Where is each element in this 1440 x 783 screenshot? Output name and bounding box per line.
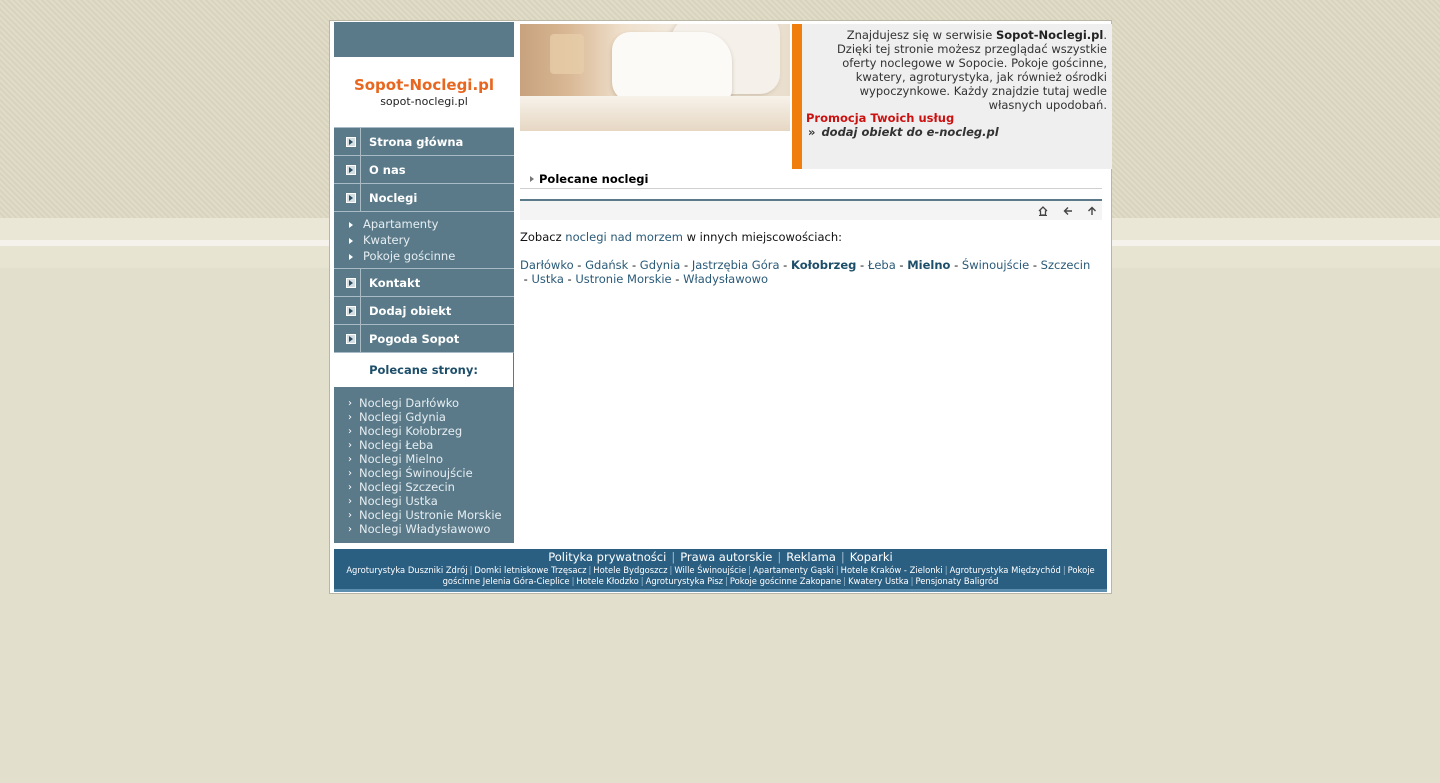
- recommended-link[interactable]: [334, 480, 514, 494]
- section-toolbar: [520, 201, 1102, 220]
- footer-partner-link[interactable]: Pensjonaty Baligród: [915, 576, 999, 586]
- intro-brand: Sopot-Noclegi.pl: [995, 28, 1104, 42]
- town-separator: -: [563, 272, 576, 286]
- town-link[interactable]: Ustronie Morskie: [575, 272, 672, 286]
- footer-partner-link[interactable]: Pokoje gościnne Zakopane: [729, 576, 842, 586]
- content-text: w innych miejscowościach:: [682, 230, 842, 244]
- recommended-link-label: Noclegi Kołobrzeg: [359, 424, 463, 438]
- nav-submenu-lodging: [334, 211, 514, 268]
- recommended-link-label: Noclegi Łeba: [359, 438, 434, 452]
- see-other-towns: [520, 230, 1102, 244]
- recommended-link-label: Noclegi Ustronie Morskie: [359, 508, 502, 522]
- footer-separator: |: [1062, 565, 1066, 575]
- footer-link[interactable]: Polityka prywatności: [548, 550, 667, 564]
- nav-item-label: O nas: [369, 163, 406, 177]
- recommended-link-label: Noclegi Ustka: [359, 494, 438, 508]
- section-header: [520, 171, 1102, 189]
- back-arrow-icon[interactable]: [1063, 206, 1073, 216]
- submenu-item-quarters[interactable]: [334, 232, 514, 248]
- recommended-link[interactable]: [334, 438, 514, 452]
- recommended-link-label: Noclegi Szczecin: [359, 480, 455, 494]
- nav-item-home[interactable]: [334, 127, 514, 155]
- town-separator: -: [950, 258, 962, 272]
- footer-separator: |: [671, 550, 676, 564]
- footer: [334, 549, 1107, 592]
- town-link[interactable]: Jastrzębia Góra: [691, 258, 780, 272]
- intro-text: Znajdujesz się w serwisie: [846, 28, 996, 42]
- town-link[interactable]: Szczecin: [1040, 258, 1091, 272]
- intro-description: [817, 28, 1107, 112]
- arrow-box-icon: [346, 334, 356, 344]
- nav-item-lodging[interactable]: [334, 183, 514, 211]
- town-separator: -: [628, 258, 640, 272]
- town-link[interactable]: Władysławowo: [683, 272, 769, 286]
- chevron-right-icon: ›: [348, 440, 352, 451]
- footer-separator: |: [777, 550, 782, 564]
- logo-title: Sopot-Noclegi.pl: [353, 76, 495, 94]
- recommended-link[interactable]: [334, 522, 514, 536]
- recommended-link-label: Noclegi Darłówko: [359, 396, 460, 410]
- triangle-right-icon: [349, 222, 353, 228]
- town-separator: -: [680, 258, 692, 272]
- nav-divider: [360, 184, 361, 211]
- home-icon[interactable]: [1038, 206, 1048, 216]
- footer-separator: |: [640, 576, 644, 586]
- nav-item-label: Kontakt: [369, 276, 421, 290]
- nav-divider: [360, 156, 361, 183]
- footer-partner-link[interactable]: Kwatery Ustka: [848, 576, 909, 586]
- footer-partner-link[interactable]: Agroturystyka Duszniki Zdrój: [346, 565, 468, 575]
- footer-partner-link[interactable]: Apartamenty Gąski: [753, 565, 834, 575]
- town-separator: -: [856, 258, 868, 272]
- footer-separator: |: [588, 565, 592, 575]
- footer-separator: |: [669, 565, 673, 575]
- submenu-item-apartments[interactable]: [334, 216, 514, 232]
- recommended-link[interactable]: [334, 466, 514, 480]
- up-arrow-icon[interactable]: [1087, 206, 1097, 216]
- recommended-link[interactable]: [334, 424, 514, 438]
- chevron-right-icon: ›: [348, 412, 352, 423]
- arrow-box-icon: [346, 278, 356, 288]
- recommended-link[interactable]: [334, 396, 514, 410]
- photo-pillow: [612, 32, 732, 102]
- page-frame: [329, 20, 1112, 594]
- town-link[interactable]: Gdynia: [639, 258, 681, 272]
- footer-separator: |: [944, 565, 948, 575]
- footer-separator: |: [748, 565, 752, 575]
- town-link[interactable]: Mielno: [907, 258, 951, 272]
- recommended-link[interactable]: [334, 494, 514, 508]
- recommended-link-label: Noclegi Gdynia: [359, 410, 446, 424]
- footer-separator: |: [571, 576, 575, 586]
- header-photo-bed: [520, 24, 790, 131]
- chevron-right-icon: ›: [348, 524, 352, 535]
- nav-divider: [360, 269, 361, 296]
- footer-partner-link[interactable]: Domki letniskowe Trzęsacz: [474, 565, 587, 575]
- footer-partner-link[interactable]: Hotele Kłodzko: [576, 576, 639, 586]
- triangle-right-icon: [530, 176, 534, 182]
- recommended-heading: Polecane strony:: [334, 352, 514, 387]
- left-header-bar: [334, 22, 514, 57]
- intro-box: [792, 24, 1112, 169]
- footer-partner-link[interactable]: Wille Świnoujście: [674, 565, 747, 575]
- double-chevron-icon: »: [808, 125, 816, 139]
- footer-separator: |: [843, 576, 847, 586]
- footer-separator: |: [835, 565, 839, 575]
- recommended-link[interactable]: [334, 410, 514, 424]
- nav-divider: [360, 128, 361, 155]
- promo-heading: Promocja Twoich usług: [806, 111, 955, 125]
- left-column: [334, 22, 514, 543]
- footer-separator: |: [469, 565, 473, 575]
- arrow-box-icon: [346, 165, 356, 175]
- footer-partner-link[interactable]: Hotele Bydgoszcz: [593, 565, 668, 575]
- arrow-box-icon: [346, 306, 356, 316]
- nav-item-about[interactable]: [334, 155, 514, 183]
- nav-divider: [360, 297, 361, 324]
- recommended-link-label: Noclegi Mielno: [359, 452, 444, 466]
- add-listing-link-label: dodaj obiekt do e-nocleg.pl: [821, 125, 999, 139]
- add-listing-link[interactable]: [808, 125, 999, 139]
- chevron-right-icon: ›: [348, 468, 352, 479]
- footer-separator: |: [910, 576, 914, 586]
- recommended-list: [334, 387, 514, 543]
- footer-link[interactable]: Reklama: [786, 550, 836, 564]
- section-title: Polecane noclegi: [539, 172, 649, 186]
- town-link[interactable]: Gdańsk: [585, 258, 629, 272]
- content-text: Zobacz: [520, 230, 566, 244]
- chevron-right-icon: ›: [348, 426, 352, 437]
- nav-item-label: Pogoda Sopot: [369, 332, 460, 346]
- chevron-right-icon: ›: [348, 454, 352, 465]
- recommended-link[interactable]: [334, 452, 514, 466]
- submenu-item-label: Kwatery: [363, 233, 411, 247]
- chevron-right-icon: ›: [348, 398, 352, 409]
- nav-item-contact[interactable]: [334, 268, 514, 296]
- nav-divider: [360, 325, 361, 352]
- nav-item-label: Noclegi: [369, 191, 418, 205]
- triangle-right-icon: [349, 254, 353, 260]
- towns-list: [520, 258, 1102, 286]
- footer-link[interactable]: Prawa autorskie: [680, 550, 773, 564]
- footer-partner-links: [334, 564, 1107, 587]
- town-link[interactable]: Kołobrzeg: [790, 258, 857, 272]
- town-separator: -: [895, 258, 908, 272]
- footer-link[interactable]: Koparki: [849, 550, 893, 564]
- town-separator: -: [573, 258, 586, 272]
- photo-lamp: [550, 34, 584, 74]
- town-separator: -: [520, 272, 532, 286]
- main-content: [520, 230, 1102, 286]
- town-separator: -: [1029, 258, 1041, 272]
- nav-item-label: Strona główna: [369, 135, 464, 149]
- site-logo[interactable]: [334, 57, 514, 127]
- chevron-right-icon: ›: [348, 482, 352, 493]
- intro-text: . Dzięki tej stronie możesz przeglądać wszystkie oferty noclegowe w Sopocie. Pokoje gościnne, kwatery, agroturystyka, jak również ośrodki wypoczynkowe. Każdy znajdzie tutaj wedle własnych upodobań.: [836, 28, 1107, 112]
- town-link[interactable]: Ustka: [531, 272, 564, 286]
- footer-partner-link[interactable]: Agroturystyka Międzychód: [949, 565, 1061, 575]
- recommended-link-label: Noclegi Władysławowo: [359, 522, 491, 536]
- footer-partner-link[interactable]: Hotele Kraków - Zielonki: [840, 565, 943, 575]
- triangle-right-icon: [349, 238, 353, 244]
- town-separator: -: [779, 258, 791, 272]
- town-link[interactable]: Świnoujście: [961, 258, 1030, 272]
- photo-sheet: [520, 96, 790, 131]
- footer-partner-link[interactable]: Pokoje gościnne Jelenia Góra-Cieplice: [442, 565, 1095, 586]
- chevron-right-icon: ›: [348, 510, 352, 521]
- main-nav: [334, 127, 514, 352]
- arrow-box-icon: [346, 193, 356, 203]
- town-link[interactable]: Łeba: [867, 258, 896, 272]
- recommended-link-label: Noclegi Świnoujście: [359, 466, 473, 480]
- submenu-item-label: Apartamenty: [363, 217, 439, 231]
- nav-item-weather[interactable]: [334, 324, 514, 352]
- submenu-item-guest-rooms[interactable]: [334, 248, 514, 264]
- recommended-link[interactable]: [334, 508, 514, 522]
- town-link[interactable]: Darłówko: [520, 258, 574, 272]
- footer-partner-link[interactable]: Agroturystyka Pisz: [645, 576, 724, 586]
- seaside-lodging-link[interactable]: noclegi nad morzem: [565, 230, 683, 244]
- footer-links: [334, 549, 1107, 564]
- chevron-right-icon: ›: [348, 496, 352, 507]
- arrow-box-icon: [346, 137, 356, 147]
- footer-separator: |: [840, 550, 845, 564]
- logo-domain: sopot-noclegi.pl: [380, 95, 468, 108]
- submenu-item-label: Pokoje gościnne: [363, 249, 456, 263]
- town-separator: -: [671, 272, 684, 286]
- nav-item-add-listing[interactable]: [334, 296, 514, 324]
- nav-item-label: Dodaj obiekt: [369, 304, 452, 318]
- footer-separator: |: [725, 576, 728, 586]
